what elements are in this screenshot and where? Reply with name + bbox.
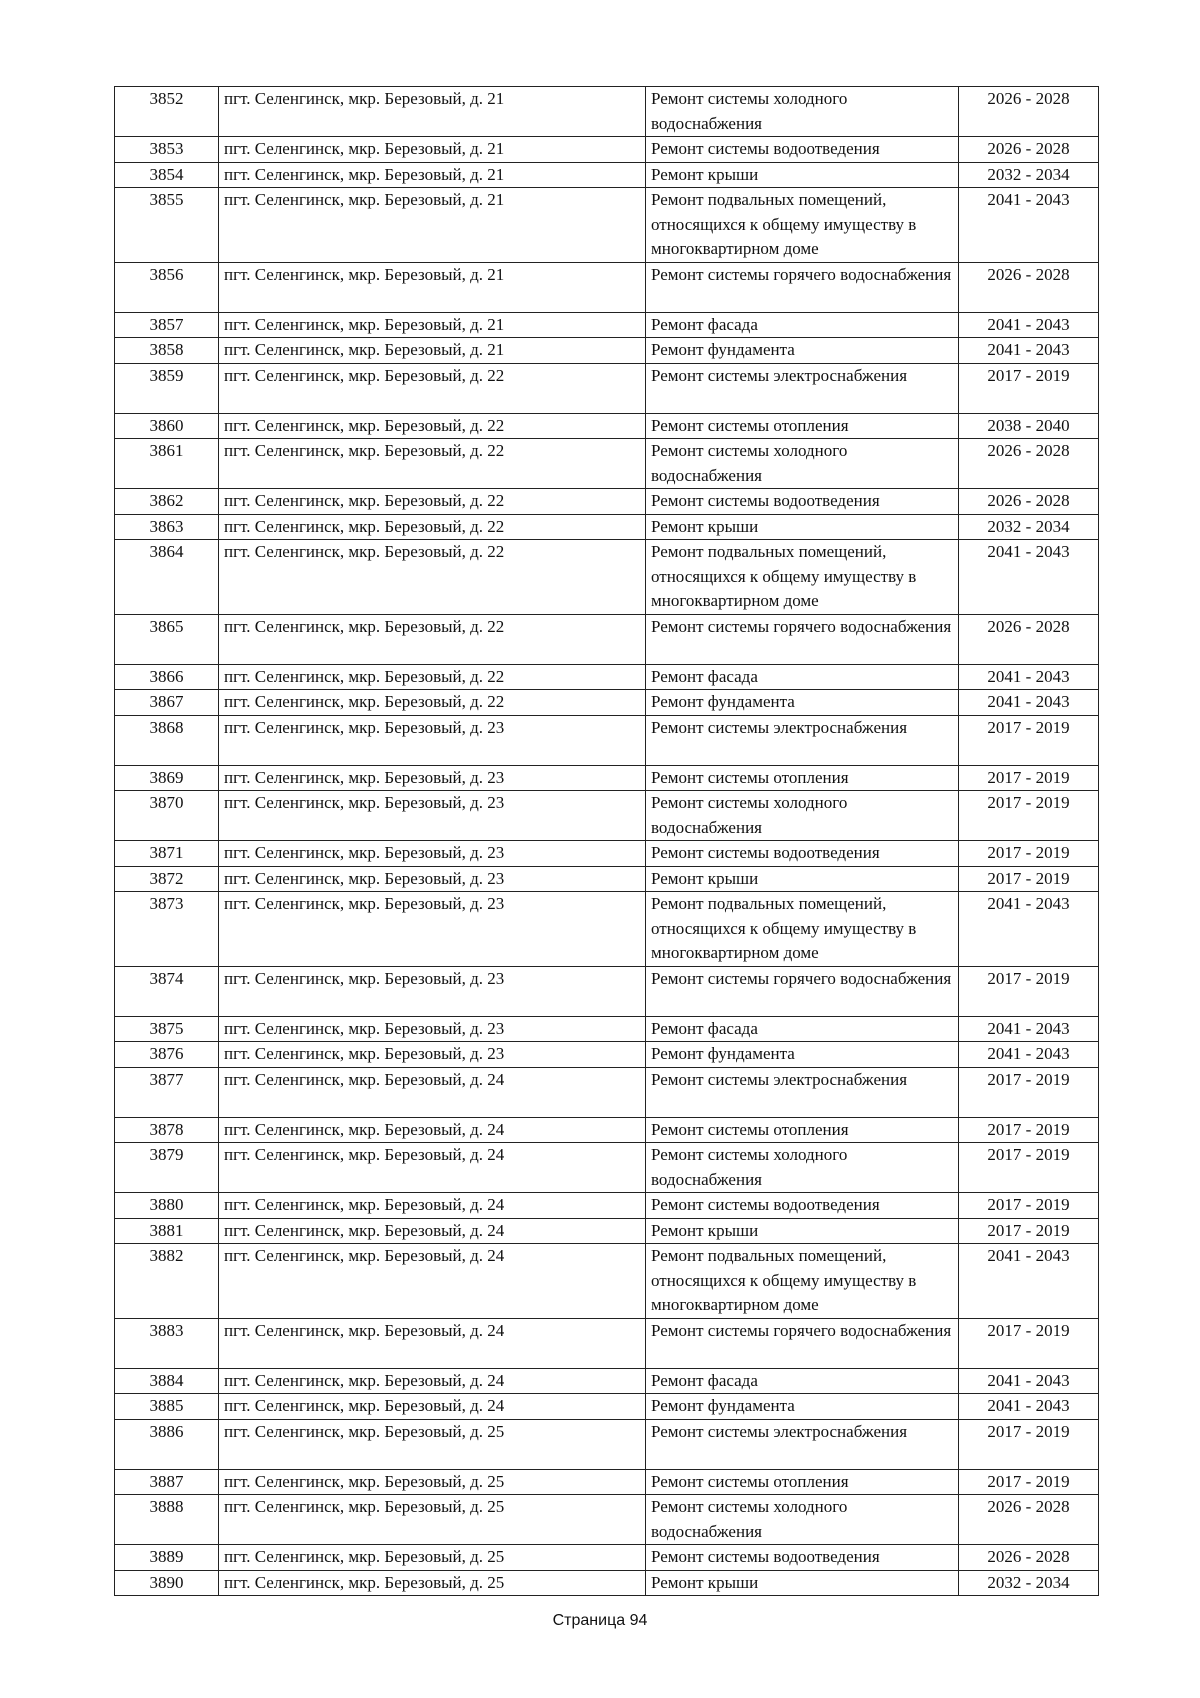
- table-row: [115, 1016, 1099, 1042]
- address-cell: пгт. Селенгинск, мкр. Березовый, д. 23: [219, 715, 646, 765]
- work-type-cell: Ремонт системы горячего водоснабжения: [646, 262, 959, 312]
- period-cell: 2017 - 2019: [959, 765, 1099, 791]
- address-cell: пгт. Селенгинск, мкр. Березовый, д. 23: [219, 765, 646, 791]
- table-row: [115, 841, 1099, 867]
- table-row: [115, 1368, 1099, 1394]
- table-row: [115, 1545, 1099, 1571]
- table-row: [115, 892, 1099, 967]
- work-type-cell: Ремонт фасада: [646, 312, 959, 338]
- row-number-cell: 3856: [115, 262, 219, 312]
- table-body: [115, 87, 1099, 1596]
- table-row: [115, 514, 1099, 540]
- period-cell: 2041 - 2043: [959, 664, 1099, 690]
- period-cell: 2038 - 2040: [959, 413, 1099, 439]
- period-cell: 2026 - 2028: [959, 1545, 1099, 1571]
- address-cell: пгт. Селенгинск, мкр. Березовый, д. 22: [219, 439, 646, 489]
- row-number-cell: 3863: [115, 514, 219, 540]
- period-cell: 2041 - 2043: [959, 1042, 1099, 1068]
- row-number-cell: 3880: [115, 1193, 219, 1219]
- address-cell: пгт. Селенгинск, мкр. Березовый, д. 24: [219, 1193, 646, 1219]
- row-number-cell: 3878: [115, 1117, 219, 1143]
- row-number-cell: 3874: [115, 966, 219, 1016]
- row-number-cell: 3865: [115, 614, 219, 664]
- row-number-cell: 3855: [115, 188, 219, 263]
- period-cell: 2026 - 2028: [959, 614, 1099, 664]
- work-type-cell: Ремонт крыши: [646, 866, 959, 892]
- table-row: [115, 791, 1099, 841]
- work-type-cell: Ремонт системы водоотведения: [646, 841, 959, 867]
- address-cell: пгт. Селенгинск, мкр. Березовый, д. 24: [219, 1143, 646, 1193]
- period-cell: 2026 - 2028: [959, 439, 1099, 489]
- address-cell: пгт. Селенгинск, мкр. Березовый, д. 25: [219, 1570, 646, 1596]
- work-type-cell: Ремонт системы электроснабжения: [646, 363, 959, 413]
- work-type-cell: Ремонт фундамента: [646, 1042, 959, 1068]
- table-row: [115, 1394, 1099, 1420]
- address-cell: пгт. Селенгинск, мкр. Березовый, д. 24: [219, 1394, 646, 1420]
- period-cell: 2041 - 2043: [959, 1016, 1099, 1042]
- address-cell: пгт. Селенгинск, мкр. Березовый, д. 24: [219, 1067, 646, 1117]
- row-number-cell: 3859: [115, 363, 219, 413]
- row-number-cell: 3857: [115, 312, 219, 338]
- row-number-cell: 3861: [115, 439, 219, 489]
- address-cell: пгт. Селенгинск, мкр. Березовый, д. 21: [219, 312, 646, 338]
- period-cell: 2041 - 2043: [959, 188, 1099, 263]
- period-cell: 2017 - 2019: [959, 966, 1099, 1016]
- period-cell: 2017 - 2019: [959, 1419, 1099, 1469]
- row-number-cell: 3888: [115, 1495, 219, 1545]
- address-cell: пгт. Селенгинск, мкр. Березовый, д. 25: [219, 1495, 646, 1545]
- work-type-cell: Ремонт подвальных помещений, относящихся к общему имуществу в многоквартирном доме: [646, 1244, 959, 1319]
- table-row: [115, 413, 1099, 439]
- period-cell: 2032 - 2034: [959, 514, 1099, 540]
- address-cell: пгт. Селенгинск, мкр. Березовый, д. 21: [219, 262, 646, 312]
- period-cell: 2017 - 2019: [959, 1318, 1099, 1368]
- address-cell: пгт. Селенгинск, мкр. Березовый, д. 24: [219, 1368, 646, 1394]
- table-row: [115, 1143, 1099, 1193]
- address-cell: пгт. Селенгинск, мкр. Березовый, д. 22: [219, 614, 646, 664]
- table-row: [115, 1067, 1099, 1117]
- address-cell: пгт. Селенгинск, мкр. Березовый, д. 24: [219, 1318, 646, 1368]
- row-number-cell: 3890: [115, 1570, 219, 1596]
- address-cell: пгт. Селенгинск, мкр. Березовый, д. 25: [219, 1469, 646, 1495]
- work-type-cell: Ремонт крыши: [646, 1570, 959, 1596]
- row-number-cell: 3872: [115, 866, 219, 892]
- table-row: [115, 1042, 1099, 1068]
- table-row: [115, 1570, 1099, 1596]
- table-row: [115, 1244, 1099, 1319]
- row-number-cell: 3875: [115, 1016, 219, 1042]
- work-type-cell: Ремонт системы холодного водоснабжения: [646, 1495, 959, 1545]
- period-cell: 2017 - 2019: [959, 1193, 1099, 1219]
- address-cell: пгт. Селенгинск, мкр. Березовый, д. 21: [219, 137, 646, 163]
- period-cell: 2026 - 2028: [959, 87, 1099, 137]
- address-cell: пгт. Селенгинск, мкр. Березовый, д. 22: [219, 413, 646, 439]
- period-cell: 2017 - 2019: [959, 1067, 1099, 1117]
- row-number-cell: 3886: [115, 1419, 219, 1469]
- period-cell: 2017 - 2019: [959, 1469, 1099, 1495]
- work-type-cell: Ремонт фасада: [646, 1016, 959, 1042]
- row-number-cell: 3869: [115, 765, 219, 791]
- period-cell: 2041 - 2043: [959, 540, 1099, 615]
- table-row: [115, 1469, 1099, 1495]
- period-cell: 2041 - 2043: [959, 312, 1099, 338]
- period-cell: 2017 - 2019: [959, 1117, 1099, 1143]
- work-type-cell: Ремонт крыши: [646, 514, 959, 540]
- work-type-cell: Ремонт фасада: [646, 664, 959, 690]
- row-number-cell: 3853: [115, 137, 219, 163]
- period-cell: 2017 - 2019: [959, 715, 1099, 765]
- table-row: [115, 1419, 1099, 1469]
- work-type-cell: Ремонт системы отопления: [646, 413, 959, 439]
- table-row: [115, 715, 1099, 765]
- work-type-cell: Ремонт фундамента: [646, 338, 959, 364]
- address-cell: пгт. Селенгинск, мкр. Березовый, д. 24: [219, 1218, 646, 1244]
- period-cell: 2041 - 2043: [959, 338, 1099, 364]
- work-type-cell: Ремонт фасада: [646, 1368, 959, 1394]
- table-row: [115, 765, 1099, 791]
- work-type-cell: Ремонт системы холодного водоснабжения: [646, 439, 959, 489]
- table-row: [115, 1495, 1099, 1545]
- row-number-cell: 3887: [115, 1469, 219, 1495]
- address-cell: пгт. Селенгинск, мкр. Березовый, д. 24: [219, 1244, 646, 1319]
- row-number-cell: 3876: [115, 1042, 219, 1068]
- address-cell: пгт. Селенгинск, мкр. Березовый, д. 23: [219, 892, 646, 967]
- row-number-cell: 3885: [115, 1394, 219, 1420]
- row-number-cell: 3868: [115, 715, 219, 765]
- table-row: [115, 363, 1099, 413]
- work-type-cell: Ремонт системы водоотведения: [646, 1193, 959, 1219]
- table-row: [115, 1193, 1099, 1219]
- work-type-cell: Ремонт системы холодного водоснабжения: [646, 1143, 959, 1193]
- work-type-cell: Ремонт системы электроснабжения: [646, 715, 959, 765]
- work-type-cell: Ремонт системы водоотведения: [646, 489, 959, 515]
- row-number-cell: 3858: [115, 338, 219, 364]
- period-cell: 2017 - 2019: [959, 866, 1099, 892]
- table-row: [115, 338, 1099, 364]
- table-row: [115, 664, 1099, 690]
- row-number-cell: 3862: [115, 489, 219, 515]
- period-cell: 2041 - 2043: [959, 1244, 1099, 1319]
- work-type-cell: Ремонт подвальных помещений, относящихся к общему имуществу в многоквартирном доме: [646, 892, 959, 967]
- period-cell: 2026 - 2028: [959, 489, 1099, 515]
- address-cell: пгт. Селенгинск, мкр. Березовый, д. 22: [219, 363, 646, 413]
- work-type-cell: Ремонт подвальных помещений, относящихся к общему имуществу в многоквартирном доме: [646, 188, 959, 263]
- row-number-cell: 3884: [115, 1368, 219, 1394]
- row-number-cell: 3854: [115, 162, 219, 188]
- table-row: [115, 162, 1099, 188]
- period-cell: 2032 - 2034: [959, 162, 1099, 188]
- address-cell: пгт. Селенгинск, мкр. Березовый, д. 22: [219, 664, 646, 690]
- address-cell: пгт. Селенгинск, мкр. Березовый, д. 21: [219, 162, 646, 188]
- address-cell: пгт. Селенгинск, мкр. Березовый, д. 22: [219, 514, 646, 540]
- work-type-cell: Ремонт фундамента: [646, 690, 959, 716]
- period-cell: 2017 - 2019: [959, 363, 1099, 413]
- row-number-cell: 3883: [115, 1318, 219, 1368]
- period-cell: 2041 - 2043: [959, 690, 1099, 716]
- work-type-cell: Ремонт фундамента: [646, 1394, 959, 1420]
- row-number-cell: 3867: [115, 690, 219, 716]
- address-cell: пгт. Селенгинск, мкр. Березовый, д. 21: [219, 188, 646, 263]
- address-cell: пгт. Селенгинск, мкр. Березовый, д. 24: [219, 1117, 646, 1143]
- period-cell: 2017 - 2019: [959, 1218, 1099, 1244]
- work-type-cell: Ремонт системы отопления: [646, 1117, 959, 1143]
- address-cell: пгт. Селенгинск, мкр. Березовый, д. 22: [219, 489, 646, 515]
- row-number-cell: 3852: [115, 87, 219, 137]
- address-cell: пгт. Селенгинск, мкр. Березовый, д. 23: [219, 966, 646, 1016]
- table-row: [115, 966, 1099, 1016]
- row-number-cell: 3889: [115, 1545, 219, 1571]
- period-cell: 2026 - 2028: [959, 137, 1099, 163]
- row-number-cell: 3879: [115, 1143, 219, 1193]
- work-type-cell: Ремонт системы электроснабжения: [646, 1419, 959, 1469]
- table-row: [115, 866, 1099, 892]
- work-type-cell: Ремонт системы холодного водоснабжения: [646, 87, 959, 137]
- period-cell: 2026 - 2028: [959, 262, 1099, 312]
- period-cell: 2041 - 2043: [959, 892, 1099, 967]
- table-row: [115, 312, 1099, 338]
- repair-schedule-table: [114, 86, 1099, 1596]
- row-number-cell: 3864: [115, 540, 219, 615]
- table-row: [115, 262, 1099, 312]
- period-cell: 2017 - 2019: [959, 841, 1099, 867]
- work-type-cell: Ремонт системы горячего водоснабжения: [646, 966, 959, 1016]
- table-row: [115, 1218, 1099, 1244]
- work-type-cell: Ремонт системы отопления: [646, 765, 959, 791]
- work-type-cell: Ремонт системы отопления: [646, 1469, 959, 1495]
- period-cell: 2032 - 2034: [959, 1570, 1099, 1596]
- period-cell: 2017 - 2019: [959, 1143, 1099, 1193]
- address-cell: пгт. Селенгинск, мкр. Березовый, д. 23: [219, 866, 646, 892]
- page-number: Страница 94: [552, 1612, 648, 1629]
- row-number-cell: 3882: [115, 1244, 219, 1319]
- row-number-cell: 3866: [115, 664, 219, 690]
- work-type-cell: Ремонт крыши: [646, 1218, 959, 1244]
- table-row: [115, 188, 1099, 263]
- address-cell: пгт. Селенгинск, мкр. Березовый, д. 23: [219, 791, 646, 841]
- table-row: [115, 614, 1099, 664]
- address-cell: пгт. Селенгинск, мкр. Березовый, д. 21: [219, 338, 646, 364]
- row-number-cell: 3881: [115, 1218, 219, 1244]
- work-type-cell: Ремонт системы водоотведения: [646, 137, 959, 163]
- work-type-cell: Ремонт системы холодного водоснабжения: [646, 791, 959, 841]
- work-type-cell: Ремонт системы горячего водоснабжения: [646, 1318, 959, 1368]
- period-cell: 2017 - 2019: [959, 791, 1099, 841]
- address-cell: пгт. Селенгинск, мкр. Березовый, д. 23: [219, 1016, 646, 1042]
- address-cell: пгт. Селенгинск, мкр. Березовый, д. 22: [219, 540, 646, 615]
- address-cell: пгт. Селенгинск, мкр. Березовый, д. 22: [219, 690, 646, 716]
- row-number-cell: 3871: [115, 841, 219, 867]
- address-cell: пгт. Селенгинск, мкр. Березовый, д. 23: [219, 841, 646, 867]
- table-row: [115, 1117, 1099, 1143]
- row-number-cell: 3860: [115, 413, 219, 439]
- address-cell: пгт. Селенгинск, мкр. Березовый, д. 25: [219, 1419, 646, 1469]
- work-type-cell: Ремонт системы электроснабжения: [646, 1067, 959, 1117]
- table-row: [115, 1318, 1099, 1368]
- period-cell: 2026 - 2028: [959, 1495, 1099, 1545]
- table-row: [115, 439, 1099, 489]
- address-cell: пгт. Селенгинск, мкр. Березовый, д. 23: [219, 1042, 646, 1068]
- address-cell: пгт. Селенгинск, мкр. Березовый, д. 25: [219, 1545, 646, 1571]
- table-row: [115, 690, 1099, 716]
- table-row: [115, 137, 1099, 163]
- row-number-cell: 3877: [115, 1067, 219, 1117]
- period-cell: 2041 - 2043: [959, 1368, 1099, 1394]
- table-row: [115, 489, 1099, 515]
- table-row: [115, 540, 1099, 615]
- work-type-cell: Ремонт крыши: [646, 162, 959, 188]
- work-type-cell: Ремонт системы горячего водоснабжения: [646, 614, 959, 664]
- address-cell: пгт. Селенгинск, мкр. Березовый, д. 21: [219, 87, 646, 137]
- work-type-cell: Ремонт подвальных помещений, относящихся к общему имуществу в многоквартирном доме: [646, 540, 959, 615]
- work-type-cell: Ремонт системы водоотведения: [646, 1545, 959, 1571]
- row-number-cell: 3870: [115, 791, 219, 841]
- table-row: [115, 87, 1099, 137]
- row-number-cell: 3873: [115, 892, 219, 967]
- period-cell: 2041 - 2043: [959, 1394, 1099, 1420]
